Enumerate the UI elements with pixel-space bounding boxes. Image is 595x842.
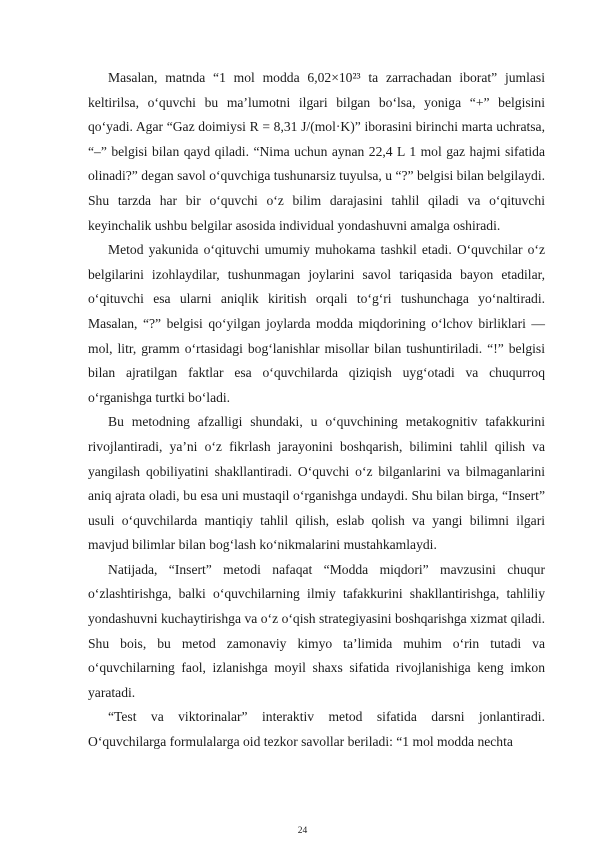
paragraph-discussion: Metod yakunida o‘qituvchi umumiy muhokama tashkil etadi. O‘quvchilar o‘z belgilarini izohlaydilar, tushunmagan joylarini savol tariqasida bayon etadilar, o‘qituvchi esa ularni aniqlik kiritish orqali to‘g‘ri tushunchaga yo‘naltiradi. Masalan, “?” belgisi qo‘yilgan joylarda modda miqdorining o‘lchov birliklari — mol, litr, gramm o‘rtasidagi bog‘lanishlar misollar bilan tushuntiriladi. “!” belgisi bilan ajratilgan faktlar esa o‘quvchilarda qiziqish uyg‘otadi va chuqurroq o‘rganishga turtki bo‘ladi. bbox=[88, 242, 545, 405]
paragraph-advantages: Bu metodning afzalligi shundaki, u o‘quvchining metakognitiv tafakkurini rivojlantiradi, ya’ni o‘z fikrlash jarayonini boshqarish, bilimini tahlil qilish va yangilash qobiliyatini shakllantiradi. O‘quvchi o‘z bilganlarini va bilmaganlarini aniq ajrata oladi, bu esa uni mustaqil o‘rganishga undaydi. Shu bilan birga, “Insert” usuli o‘quvchilarda mantiqiy tahlil qilish, eslab qolish va yangi bilimni ilgari mavjud bilimlar bilan bog‘lash ko‘nikmalarini mustahkamlaydi. bbox=[88, 414, 545, 553]
paragraph-conclusion: Natijada, “Insert” metodi nafaqat “Modda miqdori” mavzusini chuqur o‘zlashtirishga, balki o‘quvchilarning ilmiy tafakkurini shakllantirishga, tahliliy yondashuvni kuchaytirishga va o‘z o‘qish strategiyasini boshqarishga xizmat qiladi. Shu bois, bu metod zamonaviy kimyo ta’limida muhim o‘rin tutadi va o‘quvchilarning faol, izlanishga moyil shaxs sifatida rivojlanishiga keng imkon yaratadi. bbox=[88, 561, 545, 700]
paragraph-tests-quizzes: “Test va viktorinalar” interaktiv metod sifatida darsni jonlantiradi. O‘quvchilarga formulalarga oid tezkor savollar beriladi: “1 mol modda nechta bbox=[88, 709, 545, 750]
paragraph-insert-example: Masalan, matnda “1 mol modda 6,02×10²³ ta zarrachadan iborat” jumlasi keltirilsa, o‘quvchi bu ma’lumotni ilgari bilgan bo‘lsa, yoniga “+” belgisini qo‘yadi. Agar “Gaz doimiysi R = 8,31 J/(mol·K)” iborasini birinchi marta uchratsa, “–” belgisi bilan qayd qiladi. “Nima uchun aynan 22,4 L 1 mol gaz hajmi sifatida olinadi?” degan savol o‘quvchiga tushunarsiz tuyulsa, u “?” belgisi bilan belgilaydi. Shu tarzda har bir o‘quvchi o‘z bilim darajasini tahlil qiladi va o‘qituvchi keyinchalik ushbu belgilar asosida individual yondashuvni amalga oshiradi. bbox=[88, 70, 545, 233]
page-number: 24 bbox=[297, 826, 308, 836]
body-text bbox=[88, 66, 545, 755]
